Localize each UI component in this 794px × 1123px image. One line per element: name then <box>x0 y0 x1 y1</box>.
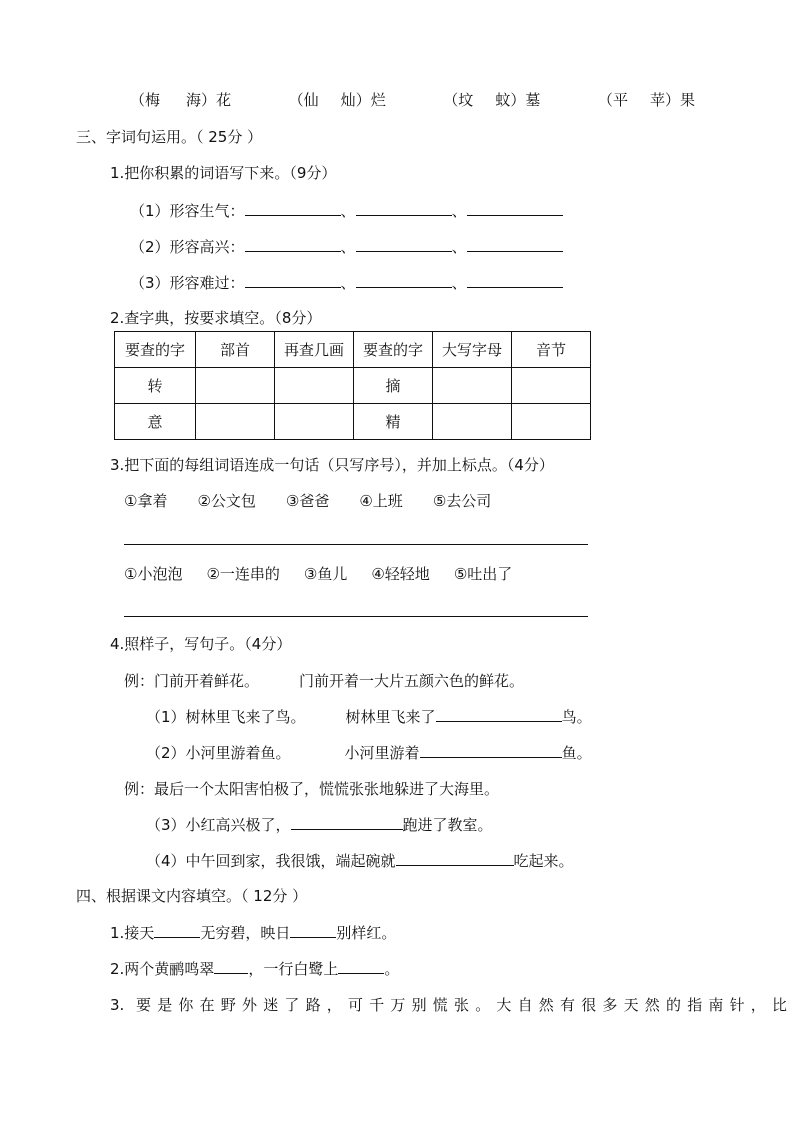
answer-blank[interactable] <box>291 815 403 830</box>
section-3-title: 三、字词句运用。（ 25分 ） <box>76 128 263 146</box>
table-cell-input[interactable] <box>196 404 275 440</box>
table-header: 要查的字 <box>354 332 433 368</box>
word-item: ④轻轻地 <box>371 565 430 583</box>
choice-item <box>443 90 540 110</box>
answer-blank[interactable] <box>290 923 336 938</box>
table-cell: 转 <box>115 368 196 404</box>
table-cell: 意 <box>115 404 196 440</box>
choice-tail: 烂 <box>370 91 386 109</box>
answer-blank[interactable] <box>396 851 514 866</box>
choice-a: 坟 <box>458 91 474 109</box>
q4-3-text: 要是你在野外迷了路，可千万别慌张。大自然有很多天然的指南针，比 <box>136 996 794 1014</box>
choice-item <box>598 90 695 110</box>
separator: 、 <box>451 238 467 256</box>
word-item: ②一连串的 <box>206 565 280 583</box>
table-cell-input[interactable] <box>275 368 354 404</box>
table-row <box>115 404 591 440</box>
q4-example-2: 例：最后一个太阳害怕极了，慌慌张张地躲进了大海里。 <box>124 780 500 798</box>
word-item: ④上班 <box>359 492 403 510</box>
sentence-text: 跑进了教室。 <box>402 816 493 834</box>
poem-text: 1.接天 <box>110 924 155 942</box>
answer-blank[interactable] <box>356 273 452 288</box>
table-header: 再查几画 <box>275 332 354 368</box>
word-group-2 <box>124 564 512 584</box>
separator: 、 <box>340 274 356 292</box>
choice-b: 灿 <box>340 91 356 109</box>
table-header: 大写字母 <box>433 332 512 368</box>
choice-tail: 墓 <box>525 91 541 109</box>
dictionary-table <box>114 331 591 440</box>
q3-title: 3.把下面的每组词语连成一句话（只写序号），并加上标点。（4分） <box>110 456 554 474</box>
q1-item <box>130 201 563 221</box>
table-cell-input[interactable] <box>275 404 354 440</box>
choice-tail: 花 <box>216 91 232 109</box>
bracket: ） <box>510 91 526 109</box>
q4-3-number: 3. <box>110 996 125 1014</box>
sentence-text: （2）小河里游着鱼。 <box>146 744 291 762</box>
bracket: ） <box>664 91 680 109</box>
example-text: 例：门前开着鲜花。 <box>124 672 260 690</box>
q1-item <box>130 273 563 293</box>
separator: 、 <box>340 202 356 220</box>
poem-text: 无穷碧，映日 <box>200 924 291 942</box>
answer-blank[interactable] <box>356 201 452 216</box>
choice-a: 梅 <box>145 91 161 109</box>
choice-a: 平 <box>612 91 628 109</box>
choice-item <box>289 90 386 110</box>
word-item: ③爸爸 <box>285 492 330 510</box>
answer-line[interactable] <box>124 616 588 617</box>
sentence-text: 鸟。 <box>561 708 592 726</box>
word-item: ②公文包 <box>197 492 256 510</box>
sentence-text: （3）小红高兴极了， <box>146 816 291 834</box>
q1-item-label: （1）形容生气： <box>130 202 245 220</box>
choice-b: 蚊 <box>495 91 511 109</box>
answer-blank[interactable] <box>214 959 248 974</box>
choice-b: 苹 <box>649 91 665 109</box>
poem-text: ，一行白鹭上 <box>248 960 339 978</box>
word-item: ③鱼儿 <box>303 565 348 583</box>
answer-blank[interactable] <box>467 237 563 252</box>
word-group-1 <box>124 491 491 511</box>
word-item: ⑤去公司 <box>432 492 492 510</box>
sentence-text: （1）树林里飞来了鸟。 <box>146 708 306 726</box>
poem-line-1 <box>110 923 396 943</box>
bracket: （ <box>130 91 146 109</box>
q1-item-label: （3）形容难过： <box>130 274 245 292</box>
poem-line-2 <box>110 959 399 979</box>
table-cell-input[interactable] <box>512 368 591 404</box>
answer-blank[interactable] <box>420 743 562 758</box>
answer-blank[interactable] <box>338 959 384 974</box>
answer-blank[interactable] <box>245 201 341 216</box>
example-text: 门前开着一大片五颜六色的鲜花。 <box>299 672 525 690</box>
q1-item-label: （2）形容高兴： <box>130 238 245 256</box>
bracket: （ <box>597 91 613 109</box>
bracket: ） <box>201 91 217 109</box>
q4-sentence-4 <box>146 851 574 871</box>
sentence-text: 吃起来。 <box>513 852 574 870</box>
answer-blank[interactable] <box>154 923 200 938</box>
q2-title: 2.查字典，按要求填空。（8分） <box>110 309 322 327</box>
sentence-text: 树林里飞来了 <box>345 708 436 726</box>
answer-blank[interactable] <box>436 707 562 722</box>
choice-item <box>130 90 231 110</box>
table-header: 部首 <box>196 332 275 368</box>
table-header-row <box>115 332 591 368</box>
q1-title: 1.把你积累的词语写下来。（9分） <box>110 164 337 182</box>
poem-text: 。 <box>384 960 400 978</box>
answer-blank[interactable] <box>245 237 341 252</box>
answer-blank[interactable] <box>245 273 341 288</box>
table-cell-input[interactable] <box>433 368 512 404</box>
choice-tail: 果 <box>679 91 695 109</box>
sentence-text: 小河里游着 <box>344 744 420 762</box>
q4-example-1 <box>124 671 524 691</box>
answer-line[interactable] <box>124 544 588 545</box>
poem-text: 2.两个黄鹂鸣翠 <box>110 960 215 978</box>
table-cell: 精 <box>354 404 433 440</box>
separator: 、 <box>451 202 467 220</box>
answer-blank[interactable] <box>467 201 563 216</box>
sentence-text: （4）中午回到家，我很饿，端起碗就 <box>146 852 396 870</box>
table-row <box>115 368 591 404</box>
table-cell-input[interactable] <box>512 404 591 440</box>
q4-sentence-3 <box>146 815 493 835</box>
answer-blank[interactable] <box>356 237 452 252</box>
table-header: 要查的字 <box>115 332 196 368</box>
separator: 、 <box>451 274 467 292</box>
answer-blank[interactable] <box>467 273 563 288</box>
separator: 、 <box>340 238 356 256</box>
table-cell: 摘 <box>354 368 433 404</box>
sentence-text: 鱼。 <box>561 744 592 762</box>
word-item: ①拿着 <box>124 492 168 510</box>
bracket: ） <box>355 91 371 109</box>
table-header: 音节 <box>512 332 591 368</box>
bracket: （ <box>443 91 459 109</box>
q4-sentence-1 <box>146 707 592 727</box>
table-cell-input[interactable] <box>196 368 275 404</box>
bracket: （ <box>288 91 304 109</box>
choice-b: 海 <box>186 91 202 109</box>
q4-title: 4.照样子，写句子。（4分） <box>110 635 292 653</box>
word-item: ①小泡泡 <box>124 565 183 583</box>
poem-text: 别样红。 <box>336 924 397 942</box>
table-cell-input[interactable] <box>433 404 512 440</box>
choice-a: 仙 <box>303 91 319 109</box>
word-item: ⑤吐出了 <box>453 565 513 583</box>
choice-row <box>130 90 695 110</box>
q1-item <box>130 237 563 257</box>
section-4-title: 四、根据课文内容填空。（ 12分 ） <box>76 887 308 905</box>
q4-sentence-2 <box>146 743 592 763</box>
